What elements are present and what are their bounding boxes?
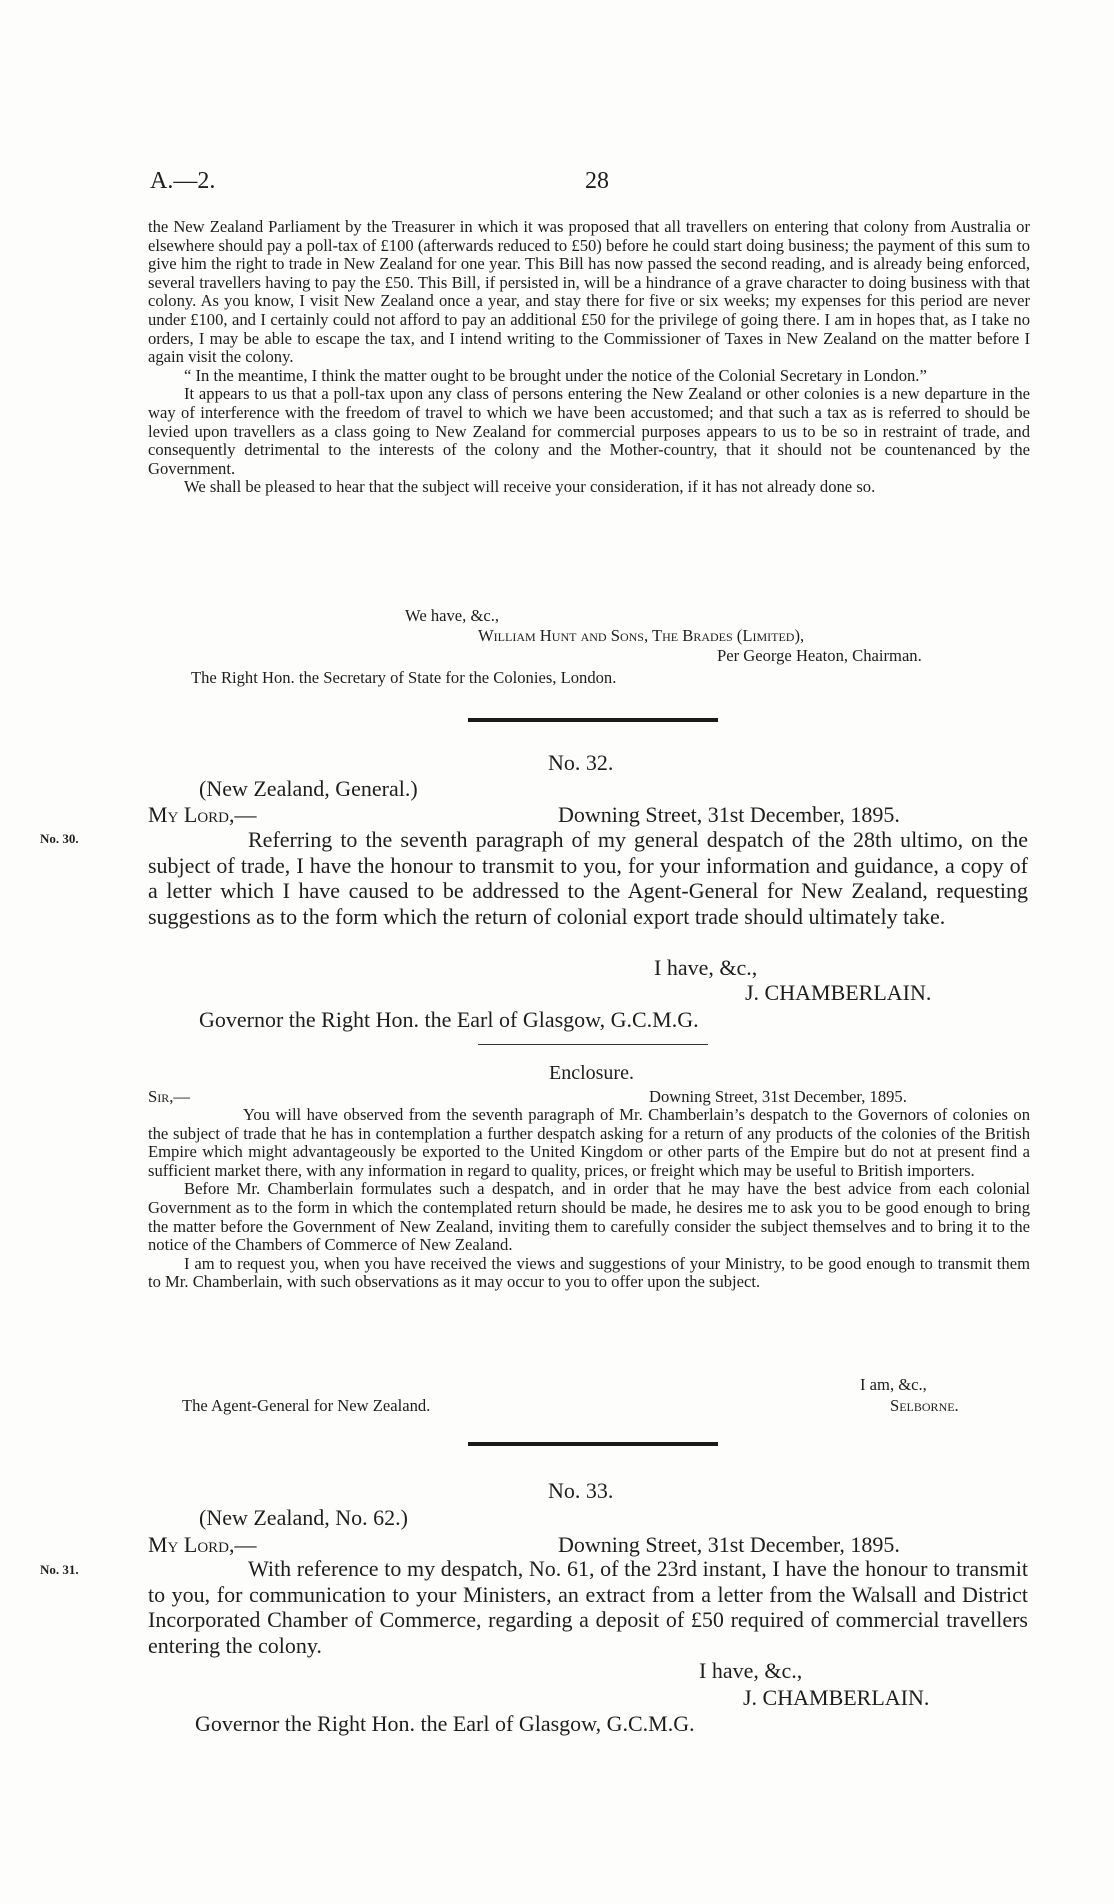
despatch-addressee: Governor the Right Hon. the Earl of Glasgow, G.C.M.G. xyxy=(199,1007,699,1032)
enclosure-addressee: The Agent-General for New Zealand. xyxy=(182,1396,431,1415)
margin-reference: No. 31. xyxy=(40,1562,79,1577)
page-number: 28 xyxy=(585,168,609,194)
enclosure-paragraph: You will have observed from the seventh paragraph of Mr. Chamberlain’s despatch to the Governors of colonies on the subject of trade that he has in contemplation a further despatch asking for a return of any products of the colonies of the British Empire which might advantageously be exported to the United Kingdom or other parts of the Empire but do not at present find a sufficient market there, with any information in regard to quality, prices, or freight which may be useful to British importers. xyxy=(148,1105,1030,1180)
section-divider xyxy=(468,1442,718,1446)
letter-paragraph: “ In the meantime, I think the matter ought to be brought under the notice of the Colonial Secretary in London.” xyxy=(184,365,927,385)
section-divider xyxy=(478,1044,708,1045)
letter-paragraph: the New Zealand Parliament by the Treasurer in which it was proposed that all travellers on entering that colony from Australia or elsewhere should pay a poll-tax of £100 (afterwards reduced to £50) before he could start doing business; the payment of this sum to give him the right to trade in New Zealand for one year. This Bill has now passed the second reading, and is already being enforced, several travellers having to pay the £50. This Bill, if persisted in, will be a hindrance of a grave character to doing business with that colony. As you know, I visit New Zealand once a year, and stay there for five or six weeks; my expenses for this period are never under £100, and I certainly could not afford to pay an additional £50 for the privilege of going there. I am in hopes that, as I take no orders, I may be able to escape the tax, and I intend writing to the Commissioner of Taxes in New Zealand on the matter before I again visit the colony. xyxy=(148,217,1030,367)
despatch-body-text: With reference to my despatch, No. 61, of the 23rd instant, I have the honour to transmit to you, for communication to your Ministers, an extract from a letter from the Walsall and District Incorporated Chamber of Commerce, regarding a deposit of £50 required of commercial travellers entering the colony. xyxy=(148,1556,1028,1658)
despatch-addressee: Governor the Right Hon. the Earl of Glasgow, G.C.M.G. xyxy=(195,1711,695,1736)
despatch-closing: I have, &c., xyxy=(654,955,758,980)
letter-paragraph: It appears to us that a poll-tax upon any class of persons entering the New Zealand or other colonies is a new departure in the way of interference with the freedom of travel to which we have been accustomed; and that such a tax as is referred to should be levied upon travellers as a class going to New Zealand for commercial purposes appears to us to be so in restraint of trade, and consequently detrimental to the interests of the colony and the Mother-country, that it should not be countenanced by the Government. xyxy=(148,384,1030,478)
despatch-salutation: My Lord,— xyxy=(148,1532,257,1557)
despatch-salutation: My Lord,— xyxy=(148,802,257,827)
despatch-subheading: (New Zealand, General.) xyxy=(199,776,418,801)
despatch-subheading: (New Zealand, No. 62.) xyxy=(199,1505,408,1530)
letter-addressee: The Right Hon. the Secretary of State for the Colonies, London. xyxy=(191,668,617,687)
despatch-signature: J. CHAMBERLAIN. xyxy=(743,1685,930,1710)
document-reference: A.—2. xyxy=(150,168,216,194)
section-divider xyxy=(468,718,718,722)
enclosure-heading: Enclosure. xyxy=(549,1062,634,1084)
enclosure-paragraph: I am to request you, when you have received the views and suggestions of your Ministry, to be good enough to transmit them to Mr. Chamberlain, with such observations as it may occur to you to offer upon the subject. xyxy=(148,1253,1030,1292)
despatch-signature: J. CHAMBERLAIN. xyxy=(745,980,932,1005)
letter-paragraph: We shall be pleased to hear that the subject will receive your consideration, if it has not already done so. xyxy=(184,477,876,497)
letter-closing: We have, &c., xyxy=(405,606,500,625)
despatch-heading: No. 33. xyxy=(548,1478,614,1503)
margin-reference: No. 30. xyxy=(40,831,79,846)
letter-signer-per: Per George Heaton, Chairman. xyxy=(717,646,922,665)
enclosure-body xyxy=(148,1106,1030,1292)
despatch-body-text: Referring to the seventh paragraph of my general despatch of the 28th ultimo, on the subject of trade, I have the honour to transmit to you, for your information and guidance, a copy of a letter which I have caused to be addressed to the Agent-General for New Zealand, requesting suggestions as to the form which the return of colonial export trade should ultimately take. xyxy=(148,827,1028,929)
despatch-heading: No. 32. xyxy=(548,750,614,775)
enclosure-signature: Selborne. xyxy=(890,1396,959,1415)
despatch-body xyxy=(148,827,1028,929)
despatch-closing: I have, &c., xyxy=(699,1658,803,1683)
enclosure-place-date: Downing Street, 31st December, 1895. xyxy=(649,1087,907,1106)
enclosure-salutation: Sir,— xyxy=(148,1087,190,1106)
enclosure-paragraph: Before Mr. Chamberlain formulates such a despatch, and in order that he may have the best advice from each colonial Government as to the form in which the contemplated return should be made, he desires me to ask you to be good enough to bring the matter before the Government of New Zealand, inviting them to carefully consider the subject themselves and to bring it to the notice of the Chambers of Commerce of New Zealand. xyxy=(148,1179,1030,1255)
despatch-place-date: Downing Street, 31st December, 1895. xyxy=(558,802,900,827)
enclosure-closing: I am, &c., xyxy=(860,1375,927,1394)
despatch-place-date: Downing Street, 31st December, 1895. xyxy=(558,1532,900,1557)
letter-signer: William Hunt and Sons, The Brades (Limited), xyxy=(478,626,805,645)
letter-body xyxy=(148,218,1030,497)
despatch-body xyxy=(148,1556,1028,1658)
